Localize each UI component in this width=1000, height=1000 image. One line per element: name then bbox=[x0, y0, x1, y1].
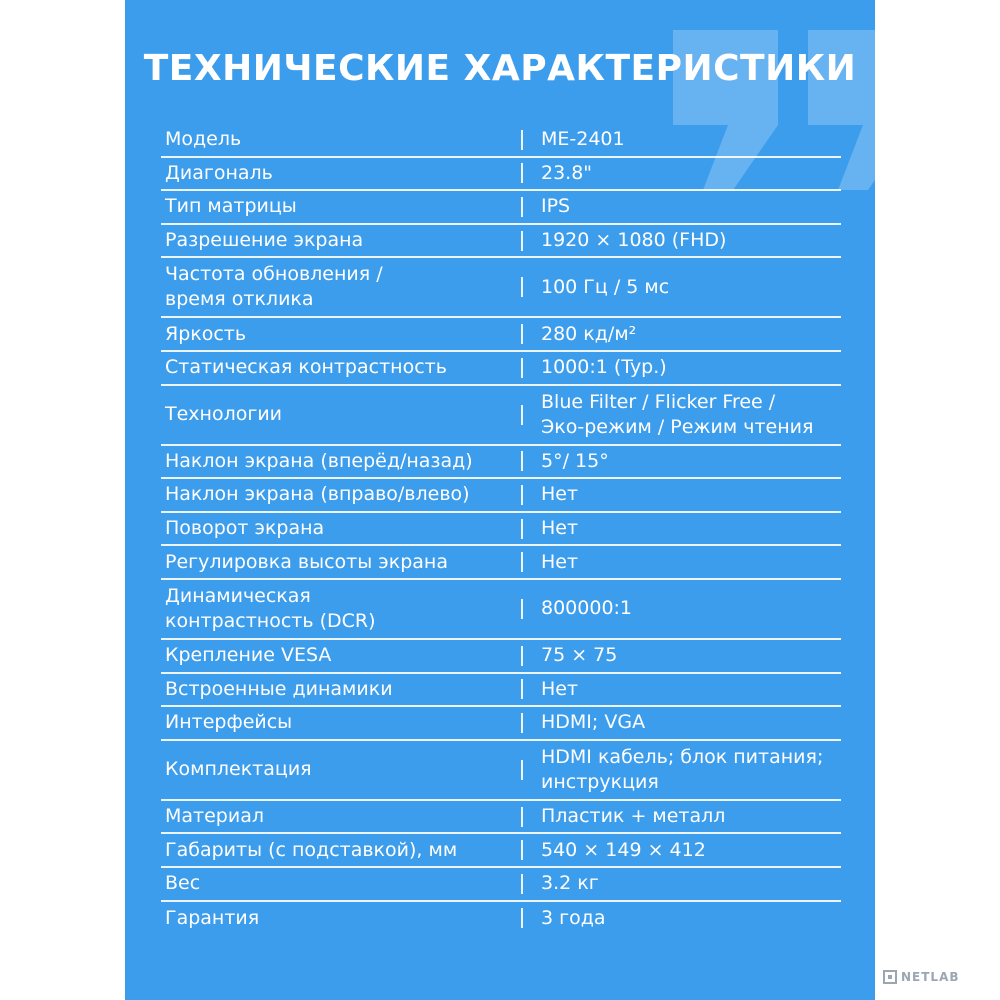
spec-value: 1000:1 (Typ.) bbox=[541, 356, 667, 379]
page-title: ТЕХНИЧЕСКИЕ ХАРАКТЕРИСТИКИ bbox=[143, 48, 857, 89]
column-divider bbox=[521, 451, 523, 471]
spec-value: IPS bbox=[541, 195, 571, 218]
spec-row bbox=[161, 640, 841, 674]
spec-label: Модель bbox=[165, 128, 242, 151]
column-divider bbox=[521, 358, 523, 378]
column-divider bbox=[521, 197, 523, 217]
column-divider bbox=[521, 552, 523, 572]
column-divider bbox=[521, 324, 523, 344]
column-divider bbox=[521, 908, 523, 928]
spec-value: Пластик + металл bbox=[541, 805, 726, 828]
spec-value: 3 года bbox=[541, 906, 606, 929]
spec-label: Динамическая контрастность (DCR) bbox=[165, 584, 376, 632]
spec-label: Поворот экрана bbox=[165, 517, 325, 540]
spec-table bbox=[161, 124, 841, 935]
spec-row bbox=[161, 191, 841, 225]
column-divider bbox=[521, 405, 523, 425]
spec-value: 23.8" bbox=[541, 161, 593, 184]
spec-value: HDMI кабель; блок питания; инструкция bbox=[541, 745, 824, 793]
spec-label: Встроенные динамики bbox=[165, 677, 393, 700]
spec-row bbox=[161, 479, 841, 513]
spec-label: Регулировка высоты экрана bbox=[165, 550, 448, 573]
spec-row bbox=[161, 580, 841, 640]
spec-label: Технологии bbox=[165, 403, 283, 426]
column-divider bbox=[521, 163, 523, 183]
spec-label: Гарантия bbox=[165, 906, 260, 929]
column-divider bbox=[521, 679, 523, 699]
spec-row bbox=[161, 352, 841, 386]
spec-value: Нет bbox=[541, 550, 579, 573]
column-divider bbox=[521, 519, 523, 539]
spec-value: Нет bbox=[541, 483, 579, 506]
spec-row bbox=[161, 546, 841, 580]
spec-row bbox=[161, 158, 841, 192]
spec-row bbox=[161, 801, 841, 835]
spec-label: Диагональ bbox=[165, 161, 273, 184]
column-divider bbox=[521, 231, 523, 251]
spec-row bbox=[161, 318, 841, 352]
column-divider bbox=[521, 713, 523, 733]
spec-value: 3.2 кг bbox=[541, 872, 599, 895]
column-divider bbox=[521, 485, 523, 505]
spec-label: Материал bbox=[165, 805, 264, 828]
spec-label: Тип матрицы bbox=[165, 195, 297, 218]
column-divider bbox=[521, 807, 523, 827]
spec-value: 75 × 75 bbox=[541, 644, 618, 667]
netlab-logo bbox=[883, 970, 960, 984]
spec-row bbox=[161, 513, 841, 547]
column-divider bbox=[521, 840, 523, 860]
spec-label: Наклон экрана (вправо/влево) bbox=[165, 483, 470, 506]
spec-value: 540 × 149 × 412 bbox=[541, 838, 706, 861]
spec-value: 1920 × 1080 (FHD) bbox=[541, 229, 727, 252]
spec-row bbox=[161, 124, 841, 158]
spec-row bbox=[161, 902, 841, 936]
column-divider bbox=[521, 599, 523, 619]
spec-value: 5°/ 15° bbox=[541, 449, 609, 472]
spec-label: Комплектация bbox=[165, 758, 312, 781]
spec-value: 100 Гц / 5 мс bbox=[541, 275, 670, 298]
spec-value: HDMI; VGA bbox=[541, 711, 646, 734]
spec-value: 280 кд/м² bbox=[541, 322, 637, 345]
spec-row bbox=[161, 834, 841, 868]
spec-value: Нет bbox=[541, 677, 579, 700]
logo-text: NETLAB bbox=[901, 970, 960, 984]
spec-label: Габариты (с подставкой), мм bbox=[165, 838, 458, 861]
spec-row bbox=[161, 446, 841, 480]
spec-label: Статическая контрастность bbox=[165, 356, 447, 379]
spec-label: Вес bbox=[165, 872, 201, 895]
spec-label: Яркость bbox=[165, 322, 247, 345]
spec-row bbox=[161, 674, 841, 708]
column-divider bbox=[521, 130, 523, 150]
spec-row bbox=[161, 258, 841, 318]
spec-row bbox=[161, 741, 841, 801]
column-divider bbox=[521, 874, 523, 894]
column-divider bbox=[521, 646, 523, 666]
spec-label: Интерфейсы bbox=[165, 711, 293, 734]
spec-value: ME-2401 bbox=[541, 128, 625, 151]
spec-row bbox=[161, 225, 841, 259]
netlab-logo-icon bbox=[883, 970, 897, 984]
spec-value: 800000:1 bbox=[541, 597, 633, 620]
spec-row bbox=[161, 386, 841, 446]
spec-row bbox=[161, 707, 841, 741]
spec-label: Частота обновления / время отклика bbox=[165, 263, 383, 311]
spec-value: Нет bbox=[541, 517, 579, 540]
spec-row bbox=[161, 868, 841, 902]
column-divider bbox=[521, 760, 523, 780]
spec-label: Разрешение экрана bbox=[165, 229, 364, 252]
spec-label: Крепление VESA bbox=[165, 644, 332, 667]
column-divider bbox=[521, 277, 523, 297]
spec-value: Blue Filter / Flicker Free / Эко-режим / Режим чтения bbox=[541, 390, 814, 438]
spec-label: Наклон экрана (вперёд/назад) bbox=[165, 449, 473, 472]
